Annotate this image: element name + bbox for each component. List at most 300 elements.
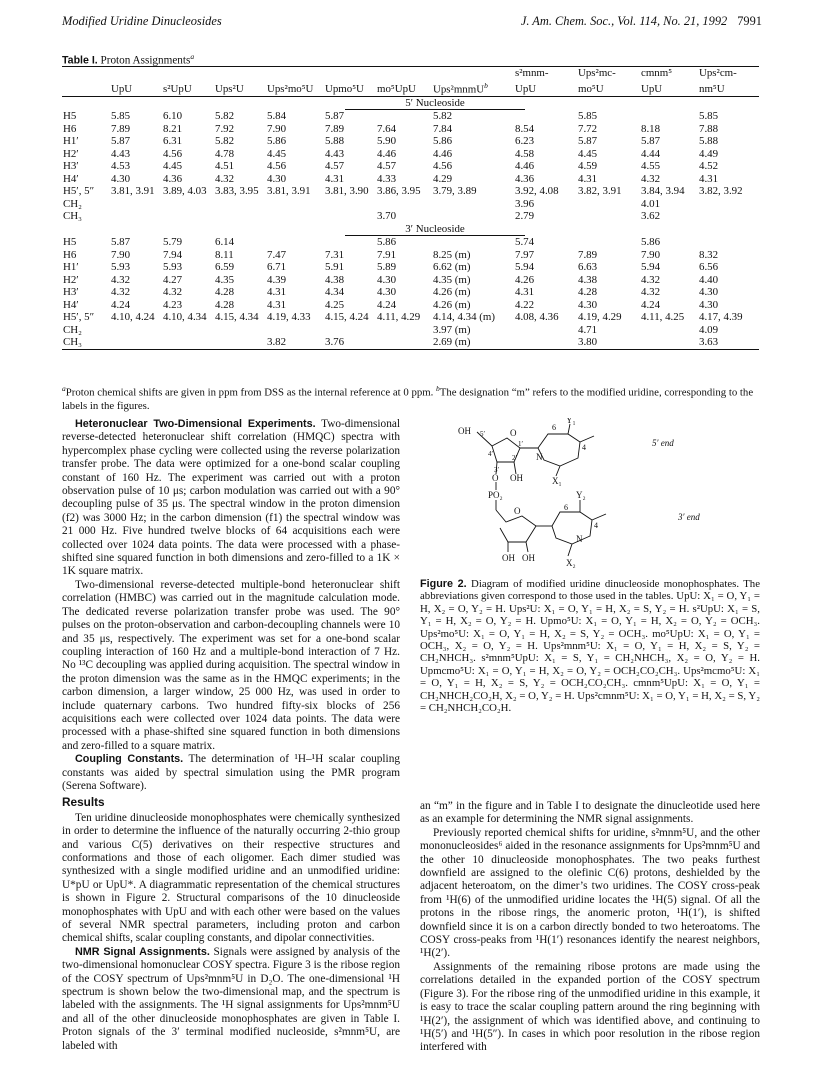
table-cell [266, 324, 324, 337]
figure-caption [420, 578, 760, 714]
table-cell: 4.38 [578, 273, 598, 286]
header-top-cell [376, 67, 432, 80]
paragraph: Two-dimensional reverse-detected multiple-bond heteronuclear shift correlation (HMBC) was carried out in the magnitude calculation mode. The dedicated reverse polarization transfer probe was used. The 90° pulses on the proton-observation and carbon-decoupling channels were 10 and 35 μs, respectively. The experiment was set for a one-bond scalar coupling interaction of 160 Hz and a multiple-bond interaction of 7 Hz. No ¹³C decoupling was applied during acquisition. The spectral window in the proton dimension was the same as in the HMQC experiments; in the carbon dimension, a larger window, 25 000 Hz, was used in order to include quaternary carbons. Two hundred fifty-six blocks of 256 acquisitions each were collected over 1024 data points. The data were processed with a phase-shifted sine squared function in both dimensions and zero-filled to a square matrix. [62, 578, 400, 752]
table-cell [640, 336, 698, 349]
header-cell: Ups²mnmU$^b$ [432, 80, 514, 97]
paragraph-heading: NMR Signal Assignments. [75, 945, 210, 958]
table-row [62, 236, 759, 249]
table-row [62, 148, 759, 161]
table-section-5prime [62, 96, 759, 223]
table-cell: 3.79, 3.89 [433, 185, 477, 198]
table-cell: 4.22 [515, 298, 535, 311]
table-cell: 7.31 [325, 248, 345, 261]
table-cell: 5.86 [433, 135, 453, 148]
table-cell: 2.79 [515, 210, 535, 223]
table-cell: 7.88 [699, 122, 719, 135]
paragraph: an “m” in the figure and in Table I to designate the dinucleotide used here as an example for determining the NMR signal assignments. [420, 800, 760, 826]
table-row [62, 261, 759, 274]
paragraph [62, 753, 400, 793]
table-cell [376, 324, 432, 337]
table-cell: 5.85 [699, 110, 719, 123]
header-top-cell [324, 67, 376, 80]
header-cell: Ups²mo⁵U [266, 80, 324, 97]
table-cell: 4.10, 4.34 [163, 311, 207, 324]
section-label: 3′ Nucleoside [345, 223, 525, 237]
table-cell: 4.11, 4.25 [641, 311, 685, 324]
table-cell: 5.82 [215, 135, 235, 148]
table-cell: H4′ [63, 172, 79, 185]
table-cell: 5.86 [377, 236, 397, 249]
table-cell: 5.87 [641, 135, 661, 148]
header-top-cell: Ups²mc- [577, 67, 640, 80]
table-cell: 4.30 [267, 172, 287, 185]
table-cell: 5.90 [377, 135, 397, 148]
paragraph: Previously reported chemical shifts for uridine, s²mnm⁵U, and the other mononucleosides⁶ aided in the resonance assignments for Ups²mnm⁵U and the other 10 dinucleoside monophosphates. The two peaks furthest downfield are assigned to the olefinic C(6) protons, deshielded by the adjacent heteroatom, on the dimer’s two uridines. The COSY cross-peak from ¹H(6) of the unmodified uridine locates the ¹H(5) signal. Of all the protons in the ribose rings, the anomeric proton, ¹H(1′), is shifted downfield since it is on a carbon directly bonded to two heteroatoms. The COSY cross-peaks from ¹H(1′) resonances identify the nearest neighbors, ¹H(2′). [420, 826, 760, 960]
table-cell: 3.62 [641, 210, 661, 223]
table-cell [577, 210, 640, 223]
table-header [62, 67, 759, 97]
table-title: Proton Assignments [100, 54, 191, 67]
table-cell [266, 236, 324, 249]
table-cell: 6.14 [215, 236, 235, 249]
table-cell: 6.63 [578, 261, 598, 274]
table-cell: 8.54 [515, 122, 535, 135]
table-cell: 4.57 [377, 160, 397, 173]
table-cell: 4.34 [325, 286, 345, 299]
table-row [62, 110, 759, 123]
table-row [62, 210, 759, 223]
table-cell [376, 336, 432, 349]
table-cell [698, 236, 759, 249]
table-cell: 5.94 [641, 261, 661, 274]
table-cell: 4.57 [325, 160, 345, 173]
table-cell: 4.39 [267, 273, 287, 286]
table-cell: H5 [63, 110, 77, 123]
paragraph [62, 418, 400, 579]
table-cell: 4.29 [433, 172, 453, 185]
table-cell: 7.97 [515, 248, 535, 261]
header-top-cell [214, 67, 266, 80]
table-cell: 4.01 [641, 197, 661, 210]
table-cell: 4.31 [578, 172, 598, 185]
table-cell: 4.28 [578, 286, 598, 299]
table-cell [376, 110, 432, 123]
label-3prime: 3′ [494, 466, 500, 474]
table-cell [214, 198, 266, 211]
label-y2: Y₂ [576, 490, 586, 500]
table-cell: 5.87 [325, 110, 345, 123]
paragraph [62, 946, 400, 1053]
table-cell: 4.17, 4.39 [699, 311, 743, 324]
table-row [62, 286, 759, 299]
citation-text: J. Am. Chem. Soc., Vol. 114, No. 21, 1992 [520, 14, 728, 28]
header-top-cell: s²mnm- [514, 67, 577, 80]
header-cell: UpU [514, 80, 577, 97]
table-cell [698, 198, 759, 211]
table-row [62, 299, 759, 312]
table-cell [514, 324, 577, 337]
table-row [62, 336, 759, 349]
table-row [62, 185, 759, 198]
table-cell: 4.23 [163, 298, 183, 311]
table-cell: 6.31 [163, 135, 183, 148]
label-n: N [536, 452, 543, 462]
section-label: 5′ Nucleoside [345, 97, 525, 111]
table-cell: 4.25 [325, 298, 345, 311]
table-cell: 6.59 [215, 261, 235, 274]
table-cell: 4.46 [377, 147, 397, 160]
table-cell: 4.31 [325, 172, 345, 185]
table-cell: 7.91 [377, 248, 397, 261]
label-c6-2: 6 [564, 503, 568, 512]
table-cell: 4.38 [325, 273, 345, 286]
header-top-cell [62, 67, 110, 80]
table-cell: H1′ [63, 261, 79, 274]
table-cell [214, 336, 266, 349]
table-cell: 4.31 [699, 172, 719, 185]
table-cell: 4.58 [515, 147, 535, 160]
table-cell: 4.56 [267, 160, 287, 173]
table-cell: 4.36 [163, 172, 183, 185]
table-cell: 3.70 [377, 210, 397, 223]
table-cell: H6 [63, 122, 77, 135]
table-cell: 4.56 [163, 147, 183, 160]
header-cell: mo⁵UpU [376, 80, 432, 97]
table-cell: 4.24 [377, 298, 397, 311]
table-cell: 4.36 [515, 172, 535, 185]
table-cell: 4.30 [578, 298, 598, 311]
table-caption [62, 52, 194, 67]
paragraph: Assignments of the remaining ribose protons are made using the correlations detailed in the expanded portion of the COSY spectrum (Figure 3). For the ribose ring of the unmodified uridine in this example, it is easy to trace the scalar coupling pattern around the ring beginning with ¹H(2′), the assignment of which was identified above, and continuing to ¹H(5′) and ¹H(5″). In cases in which poor resolution in the ribose region interfered with [420, 960, 760, 1054]
table-cell: 7.89 [578, 248, 598, 261]
table-section-3prime [62, 223, 759, 350]
label-n-2: N [576, 534, 583, 544]
table-cell: 3.81, 3.90 [325, 185, 369, 198]
table-cell: 4.14, 4.34 (m) [433, 311, 496, 324]
table-cell: 6.10 [163, 110, 183, 123]
table-cell [162, 198, 214, 211]
table-cell: 4.49 [699, 147, 719, 160]
paragraph-text: Signals were assigned by analysis of the two-dimensional homonuclear COSY spectra. Figure 3 is the ribose region of the COSY spectrum of Ups²mnm⁵U in D₂O. The one-dimensional ¹H spectrum is shown below the two-dimensional map, and the spectrum is labeled with the assignments. The ¹H signal assignments for Ups²mnm⁵U and all of the other dinucleoside monophosphates are given in Table I. Proton signals of the 3′ terminal modified nucleoside, s²mnm⁵U, are labeled with [62, 945, 400, 1052]
table-cell: 3.76 [324, 336, 376, 349]
header-cell: nm⁵U [698, 80, 759, 97]
header-cell: Upmo⁵U [324, 80, 376, 97]
table-cell [266, 210, 324, 223]
table-cell: 5.84 [267, 110, 287, 123]
label-y1: Y₁ [566, 418, 576, 425]
table-row [62, 198, 759, 211]
table-cell: 5.93 [111, 261, 131, 274]
table-cell: 3.81, 3.91 [267, 185, 311, 198]
table-cell: H6 [63, 248, 77, 261]
figure-label: Figure 2. [420, 578, 467, 590]
table-cell: 4.32 [111, 273, 131, 286]
table-cell: CH₃ [63, 210, 82, 223]
label-1prime: 1′ [518, 440, 524, 448]
table-cell: CH₃ [62, 336, 110, 349]
table-cell: 4.08, 4.36 [515, 311, 559, 324]
table-cell: 8.25 (m) [433, 248, 471, 261]
table-cell: 4.11, 4.29 [377, 311, 421, 324]
table-cell [162, 336, 214, 349]
proton-assignments-table [62, 66, 759, 350]
journal-citation [521, 14, 762, 29]
table-cell: H1′ [63, 135, 79, 148]
table-cell: 4.35 [215, 273, 235, 286]
label-c6: 6 [552, 423, 556, 432]
dinucleoside-structure-diagram [452, 418, 752, 576]
table-cell: H5′, 5″ [63, 185, 95, 198]
table-cell: 4.51 [215, 160, 235, 173]
table-cell: 5.87 [578, 135, 598, 148]
table-row [62, 311, 759, 324]
table-cell [162, 210, 214, 223]
table-cell: 4.59 [578, 160, 598, 173]
footnote-a-mark: a [62, 384, 66, 393]
table-cell: 3.92, 4.08 [515, 185, 559, 198]
table-cell: 4.15, 4.24 [325, 311, 369, 324]
left-column [62, 418, 400, 1053]
paragraph-text: The determination of ¹H–¹H scalar coupling constants was aided by spectral simulation using the PMR program (Serena Software). [62, 753, 400, 792]
table-cell: 5.85 [111, 110, 131, 123]
table-cell [698, 210, 759, 223]
table-cell: 5.86 [641, 236, 661, 249]
table-row [62, 173, 759, 186]
table-cell: 4.30 [377, 273, 397, 286]
right-column [420, 800, 760, 1055]
label-ring-o-2: O [514, 506, 521, 516]
table-cell: 7.89 [325, 122, 345, 135]
table-cell: 5.87 [111, 236, 131, 249]
table-cell: 6.71 [267, 261, 287, 274]
header-cell: Ups²U [214, 80, 266, 97]
table-cell: 4.71 [578, 323, 598, 336]
table-cell: 4.31 [267, 286, 287, 299]
table-cell: 4.24 [641, 298, 661, 311]
figure-caption-text: Diagram of modified uridine dinucleoside monophosphates. The abbreviations given correspond to those used in the tables. UpU: X₁ = O, Y₁ = H, X₂ = O, Y₂ = H. Ups²U: X₁ = O, Y₁ = H, X₂ = S, Y₂ = H. s²UpU: X₁ = S, Y₁ = H, X₂ = O, Y₂ = H. Upmo⁵U: X₁ = O, Y₁ = H, X₂ = O, Y₂ = OCH₃. Ups²mo⁵U: X₁ = O, Y₁ = H, X₂ = S, Y₂ = OCH₃. mo⁵UpU: X₁ = O, Y₁ = OCH₃, X₂ = O, Y₂ = H. Ups²mnm⁵U: X₁ = O, Y₁ = H, X₂ = S, Y₂ = CH₂NHCH₃. s²mnm⁵UpU: X₁ = S, Y₁ = CH₂NHCH₃, X₂ = O, Y₂ = H. Upmcmo⁵U: X₁ = O, Y₁ = H, X₂ = O, Y₂ = OCH₂CO₂CH₃. Ups²mcmo⁵U: X₁ = O, Y₁ = H, X₂ = S, Y₂ = OCH₂CO₂CH₃. cmnm⁵UpU: X₁ = O, Y₁ = CH₂NHCH₂CO₂H, X₂ = O, Y₂ = H. Ups²cmnm⁵U: X₁ = O, Y₁ = H, X₂ = S, Y₂ = CH₂NHCH₂CO₂H. [420, 578, 761, 715]
paragraph-heading: Heteronuclear Two-Dimensional Experiments. [75, 418, 316, 430]
table-cell: 4.30 [111, 172, 131, 185]
table-cell: 3.82 [266, 336, 324, 349]
header-cell: UpU [110, 80, 162, 97]
label-oh-3: OH [522, 553, 535, 563]
label-3-end: 3′ end [678, 512, 700, 522]
table-row [62, 135, 759, 148]
table-cell: 4.28 [215, 286, 235, 299]
table-cell: 4.32 [163, 286, 183, 299]
table-cell: 7.64 [377, 122, 397, 135]
table-cell: 4.32 [641, 172, 661, 185]
header-top-cell [110, 67, 162, 80]
table-row [62, 274, 759, 287]
table-cell: 4.55 [641, 160, 661, 173]
table-cell [162, 324, 214, 337]
header-top-cell: cmnm⁵ [640, 67, 698, 80]
table-cell: 5.88 [325, 135, 345, 148]
table-cell: 5.82 [433, 110, 453, 123]
footnote-a: Proton chemical shifts are given in ppm from DSS as the internal reference at 0 ppm. [65, 386, 434, 399]
table-row [62, 160, 759, 173]
table-cell: 3.63 [698, 336, 759, 349]
table-cell: 7.89 [111, 122, 131, 135]
table-cell: 3.97 (m) [433, 323, 471, 336]
table-cell: 6.56 [699, 261, 719, 274]
label-ring-o: O [510, 428, 517, 438]
table-cell: 4.53 [111, 160, 131, 173]
table-cell [514, 110, 577, 123]
label-oh: OH [510, 473, 523, 483]
table-cell: 5.79 [163, 236, 183, 249]
label-x1: X₁ [552, 476, 562, 486]
label-5-end: 5′ end [652, 438, 674, 448]
label-oh5: OH [458, 426, 471, 436]
table-cell: H2′ [63, 147, 79, 160]
table-cell: 6.23 [515, 135, 535, 148]
table-cell: H5′, 5″ [63, 311, 95, 324]
table-cell: 5.74 [515, 236, 535, 249]
table-cell: 3.81, 3.91 [111, 185, 155, 198]
table-cell: 4.26 (m) [433, 298, 471, 311]
table-cell: 4.45 [578, 147, 598, 160]
table-cell: H4′ [63, 298, 79, 311]
table-cell: 4.30 [699, 298, 719, 311]
table-cell [514, 336, 577, 349]
table-cell: 5.86 [267, 135, 287, 148]
table-cell: 4.15, 4.34 [215, 311, 259, 324]
table-cell: 7.92 [215, 122, 235, 135]
paragraph: Ten uridine dinucleoside monophosphates were chemically synthesized in order to determine the influence of the naturally occurring 2-thio group and various C(5) derivatives on their respective structures and conformations and those of each oligomer. Each dimer studied was synthesized with a single modified uridine and an unmodified uridine: U*pU or UpU*. A diagrammatic representation of the chemical structures is shown in Figure 2. Structural comparisons of the 10 dinucleoside monophosphates with UpU and with each other were based on the values of several NMR spectral parameters, including proton and carbon chemical shifts, scalar coupling constants, and dipolar connectivities. [62, 811, 400, 945]
table-cell [432, 236, 514, 249]
table-cell: 4.45 [163, 160, 183, 173]
table-cell [577, 198, 640, 211]
table-cell: 4.24 [111, 298, 131, 311]
label-o: O [492, 473, 499, 483]
table-cell: 5.91 [325, 261, 345, 274]
table-cell [266, 198, 324, 211]
table-cell: 4.30 [699, 286, 719, 299]
table-cell: 4.10, 4.24 [111, 311, 155, 324]
table-cell: 3.80 [577, 336, 640, 349]
table-cell: 5.85 [578, 110, 598, 123]
table-cell: 8.11 [215, 248, 234, 261]
table-cell: 8.18 [641, 122, 661, 135]
table-footnotes [62, 382, 760, 413]
label-2prime: 2′ [512, 454, 518, 462]
table-cell [110, 210, 162, 223]
table-cell [640, 324, 698, 337]
table-cell: 4.52 [699, 160, 719, 173]
table-cell [324, 324, 376, 337]
table-cell: 4.46 [433, 147, 453, 160]
table-cell: 7.72 [578, 122, 598, 135]
table-cell: 7.90 [267, 122, 287, 135]
table-cell: 4.40 [699, 273, 719, 286]
header-cell: s²UpU [162, 80, 214, 97]
table-cell [110, 324, 162, 337]
table-label: Table I. [62, 54, 98, 67]
table-cell: 4.45 [267, 147, 287, 160]
table-cell: 4.32 [641, 273, 661, 286]
table-cell: 3.86, 3.95 [377, 185, 421, 198]
table-cell: 5.89 [377, 261, 397, 274]
table-cell: 4.33 [377, 172, 397, 185]
table-cell: H3′ [63, 286, 79, 299]
label-4prime: 4′ [488, 450, 494, 458]
table-row [62, 324, 759, 337]
table-cell [577, 236, 640, 249]
table-cell [110, 336, 162, 349]
table-cell: 4.19, 4.29 [578, 311, 622, 324]
table-cell [214, 324, 266, 337]
table-cell: 8.32 [699, 248, 719, 261]
table-cell: CH₂ [63, 323, 82, 336]
table-cell: 7.84 [433, 122, 453, 135]
table-cell: 7.90 [641, 248, 661, 261]
label-po2: PO₂ [488, 490, 503, 500]
table-cell: 4.32 [111, 286, 131, 299]
table-cell: H3′ [63, 160, 79, 173]
table-cell: 3.96 [515, 197, 535, 210]
table-cell: 4.32 [641, 286, 661, 299]
table-cell: 7.47 [267, 248, 287, 261]
table-cell: 7.94 [163, 248, 183, 261]
table-cell [432, 198, 514, 211]
running-head [62, 10, 762, 30]
table-cell: 8.21 [163, 122, 183, 135]
footnote-b: The designation “m” refers to the modified uridine, corresponding to the labels in the figures. [62, 386, 754, 412]
header-cell: mo⁵U [577, 80, 640, 97]
table-cell: 4.19, 4.33 [267, 311, 311, 324]
table-cell: 4.26 (m) [433, 286, 471, 299]
header-top-cell [266, 67, 324, 80]
header-cell: UpU [640, 80, 698, 97]
table-cell: 5.87 [111, 135, 131, 148]
table-cell: 3.82, 3.92 [699, 185, 743, 198]
table-cell: 4.44 [641, 147, 661, 160]
table-cell: 4.43 [111, 147, 131, 160]
label-5prime: 5′ [480, 430, 486, 438]
paragraph-heading: Coupling Constants. [75, 753, 184, 766]
table-cell [324, 198, 376, 211]
table-cell [640, 110, 698, 123]
table-cell: 3.89, 4.03 [163, 185, 207, 198]
table-cell: 3.84, 3.94 [641, 185, 685, 198]
label-x2: X₂ [566, 558, 576, 568]
header-note-mark: b [484, 80, 488, 90]
table-cell [376, 198, 432, 211]
table-cell: 4.46 [515, 160, 535, 173]
table-cell: H2′ [63, 273, 79, 286]
table-cell [110, 198, 162, 211]
header-top-cell: Ups²cm- [698, 67, 759, 80]
table-cell [432, 210, 514, 223]
table-cell: 6.62 (m) [433, 261, 471, 274]
table-cell: 4.32 [215, 172, 235, 185]
table-cell: 4.43 [325, 147, 345, 160]
section-heading-results: Results [62, 795, 105, 810]
table-cell: CH₂ [63, 197, 82, 210]
table-cell [214, 210, 266, 223]
header-top-cell [162, 67, 214, 80]
table-cell: 4.56 [433, 160, 453, 173]
table-cell: 4.27 [163, 273, 183, 286]
table-cell: 4.31 [515, 286, 535, 299]
table-title-note-mark: a [190, 52, 195, 61]
table-cell: 4.35 (m) [433, 273, 471, 286]
table-cell: 5.93 [163, 261, 183, 274]
table-cell [324, 210, 376, 223]
header-cell [62, 80, 110, 97]
